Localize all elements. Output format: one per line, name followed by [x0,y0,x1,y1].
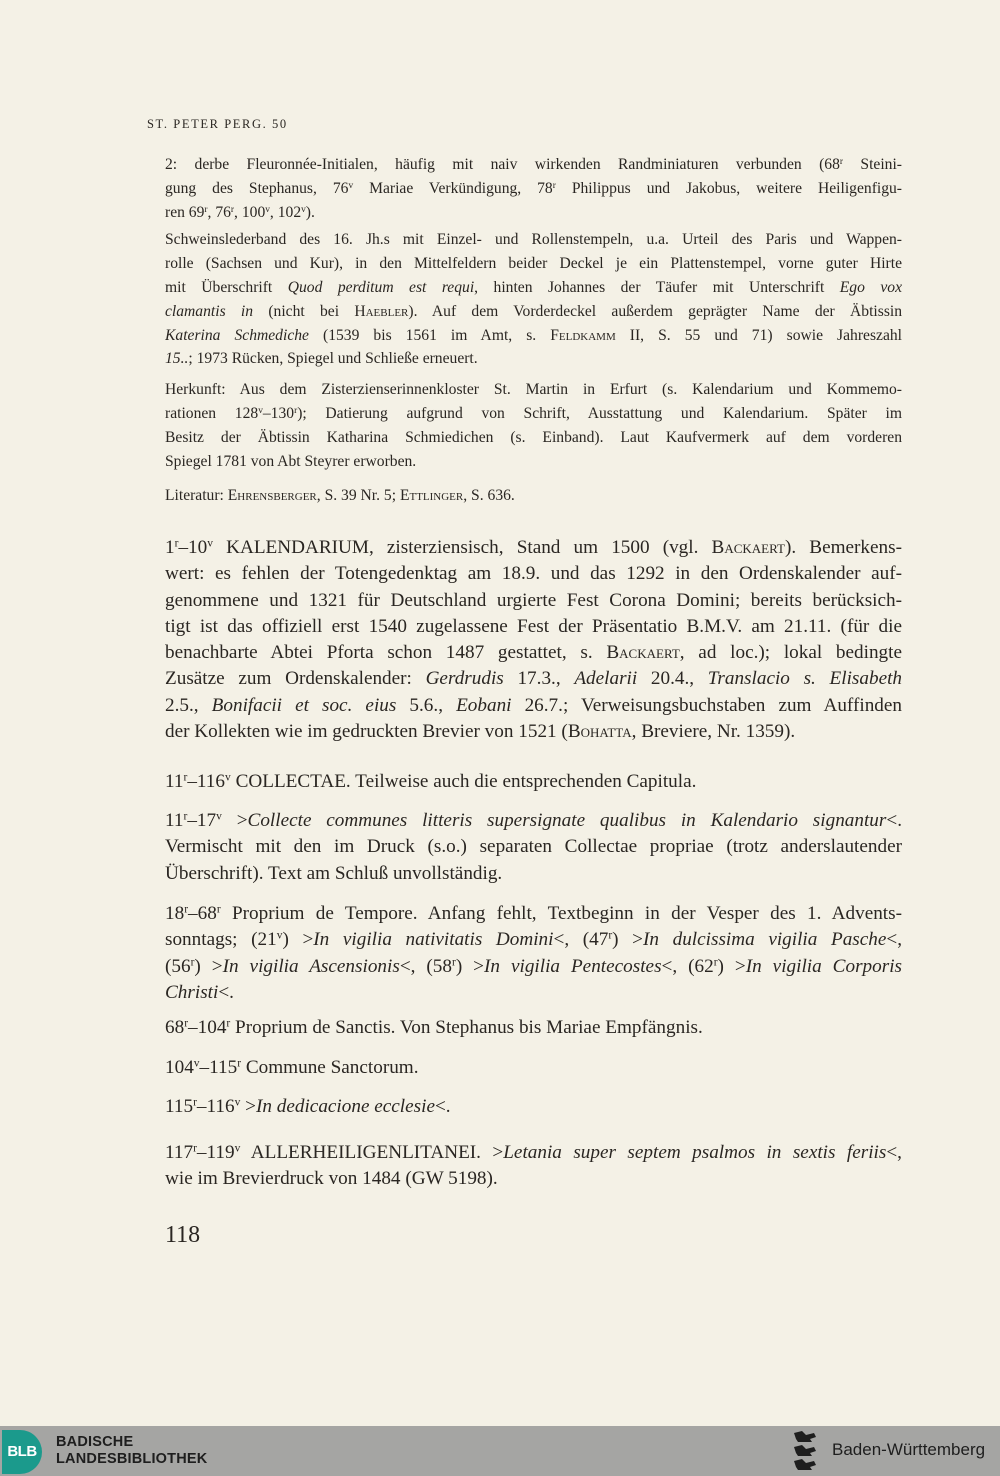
folio-side-superscript: r [608,929,613,942]
text-line [165,1055,902,1081]
text-line [165,300,902,324]
folio-side-superscript: r [839,156,844,167]
text-run: COLLECTAE. Teilweise auch die entsprechenden Capitula. [230,771,697,792]
text-run: benachbarte Abtei Pforta schon 1487 gestattet, s. [165,642,607,664]
italic-text: Katerina Schmediche [165,326,309,344]
text-run: <, [886,929,902,951]
text-run: ); Datierung aufgrund von Schrift, Ausstattung und Kalendarium. Später im [297,404,902,422]
folio-side-superscript: r [193,1096,197,1109]
text-run: wie im Brevierdruck von 1484 (GW 5198). [165,1168,498,1190]
paragraph [165,1015,902,1041]
folio-side-superscript: r [552,180,556,191]
text-run: <. [218,981,234,1003]
text-run: ) > [455,955,485,977]
author-small-caps: Bohatta [567,721,632,743]
text-run: gung des Stephanus, 76 [165,179,349,197]
footer-bar [0,1426,1000,1476]
text-line [165,201,902,225]
text-run: ) > [717,955,746,977]
paragraph [165,378,902,474]
paragraph [165,901,902,1006]
text-run: , hinten Johannes der Täufer mit Unterschrift [474,278,840,296]
text-run: Vermischt mit den im Druck (s.o.) separaten Collectae propriae (trotz anderslautender [165,836,902,858]
text-run: , S. 39 Nr. 5; [316,487,400,504]
text-run: wert: es fehlen der Totengedenktag am 18.9. und das 1292 in den Ordenskalender auf- [165,563,902,585]
paragraph [165,769,902,795]
blb-name [56,1434,207,1468]
folio-side-superscript: r [226,1017,231,1030]
text-run: –115 [199,1057,238,1078]
text-line [165,402,902,426]
italic-text: Eobani [456,694,512,716]
text-run: 17.3., [503,668,575,690]
text-line [165,901,902,927]
text-run: II, S. 55 und 71) sowie Jahreszahl [615,326,902,344]
italic-text: In vigilia Ascensionis [222,955,400,977]
text-run: mit Überschrift [165,278,288,296]
italic-text: Translacio s. Elisabeth [707,668,902,690]
text-run: –104 [188,1017,227,1038]
text-line [165,614,902,640]
text-line [165,640,902,666]
text-run: 20.4., [637,668,708,690]
folio-side-superscript: v [216,810,222,823]
blb-name-line1: BADISCHE [56,1434,134,1450]
italic-text: Christi [165,981,219,1003]
text-run: –10 [178,537,208,558]
text-run: 18 [165,903,185,924]
text-line [165,954,902,980]
text-line [165,347,902,371]
folio-side-superscript: r [294,405,298,416]
text-run: 11 [165,810,184,831]
text-run: –119 [196,1142,235,1163]
paragraph [165,808,902,887]
text-run: <. [886,810,902,831]
text-run: 1 [165,537,175,558]
author-small-caps: Backaert [711,537,785,558]
bw-lions-icon [790,1429,820,1473]
folio-side-superscript: v [348,180,354,191]
text-line [165,177,902,201]
folio-side-superscript: r [216,903,221,916]
text-run: Zusätze zum Ordenskalender: [165,668,426,690]
text-line [165,927,902,953]
text-line [165,535,902,561]
folio-side-superscript: r [174,537,179,550]
blb-logo[interactable]: BLB [2,1430,42,1474]
running-head: ST. PETER PERG. 50 [147,117,288,131]
text-run: 117 [165,1142,194,1163]
folio-side-superscript: r [230,204,235,215]
italic-text: In dulcissima vigilia Pasche [643,929,887,951]
text-line [165,561,902,587]
text-line [165,769,902,795]
text-run: (56 [165,955,191,977]
text-run: –130 [262,404,295,422]
text-run: ). [305,203,315,221]
folio-side-superscript: v [193,1057,200,1070]
text-run: Literatur: [165,487,228,504]
folio-side-superscript: r [204,204,208,215]
text-run: der Kollekten wie im gedruckten Brevier von 1521 ( [165,721,568,743]
paragraph [165,228,902,371]
text-line [165,666,902,692]
text-run: 2.5., [165,694,212,716]
author-small-caps: Ehrensberger [227,487,317,504]
paragraph [165,1094,902,1120]
text-run: ren 69 [165,203,205,221]
author-small-caps: Backaert [606,642,680,664]
text-line [165,450,902,474]
text-run: Commune Sanctorum. [241,1057,419,1078]
folio-side-superscript: v [234,1096,241,1109]
italic-text: Adelarii [574,668,638,690]
text-line [165,588,902,614]
folio-side-superscript: r [184,1017,189,1030]
italic-text: 15.. [165,350,189,368]
text-line [165,324,902,348]
text-run: rolle (Sachsen und Kur), in den Mittelfeldern beider Deckel je ein Plattenstempel, vorne guter Hirte [165,254,902,272]
text-line [165,1140,902,1166]
page-number: 118 [165,1222,201,1248]
folio-side-superscript: r [237,1057,242,1070]
text-line [165,153,902,177]
italic-text: Quod perditum est requi [287,278,475,296]
text-run: Spiegel 1781 von Abt Steyrer erworben. [165,452,417,470]
text-run: <, (47 [553,929,609,951]
text-line [165,276,902,300]
text-run: –116 [196,1096,235,1117]
italic-text: In vigilia nativitatis Domini [313,929,554,951]
text-run: 104 [165,1057,194,1078]
italic-text: Collecte communes litteris supersignate qualibus in Kalendario signantur [247,810,887,831]
text-run: > [221,810,248,831]
text-run: genommene und 1321 für Deutschland urgierte Fest Corona Domini; bereits berücksich- [165,589,902,611]
italic-text: In vigilia Pentecostes [484,955,662,977]
text-run: 5.6., [396,694,457,716]
folio-side-superscript: v [276,929,283,942]
text-run: ; 1973 Rücken, Spiegel und Schließe erneuert. [188,350,478,368]
paragraph [165,1140,902,1193]
text-run: sonntags; (21 [165,929,277,951]
text-run: (nicht bei [253,302,355,320]
text-line [165,378,902,402]
text-line [165,861,902,887]
italic-text: clamantis in [165,302,254,320]
text-run: , 100 [234,203,266,221]
text-run: Besitz der Äbtissin Katharina Schmiedichen (s. Einband). Laut Kaufvermerk auf dem vorderen [165,428,902,446]
folio-side-superscript: v [265,204,270,215]
text-run: rationen 128 [165,404,259,422]
text-run: , ad loc.); lokal bedingte [679,642,902,664]
text-run: 2: derbe Fleuronnée-Initialen, häufig mit naiv wirkenden Randminiaturen verbunden (68 [165,156,840,173]
text-run: <, [886,1142,902,1163]
paragraph [165,153,902,225]
author-small-caps: Feldkamm [550,326,616,344]
italic-text: In dedicacione ecclesie [255,1096,435,1117]
text-line [165,693,902,719]
text-run: Proprium de Tempore. Anfang fehlt, Textbeginn in der Vesper des 1. Advents- [220,903,902,924]
text-run: Schweinslederband des 16. Jh.s mit Einzel- und Rollenstempeln, u.a. Urteil des Paris und Wappen- [165,231,902,248]
text-line [165,228,902,252]
text-run: ). Bemerkens- [784,537,902,558]
paragraph [165,535,902,745]
text-run: 68 [165,1017,185,1038]
italic-text: In vigilia Corporis [745,955,902,977]
text-run: ). Auf dem Vorderdeckel außerdem geprägter Name der Äbtissin [408,302,902,320]
text-line [165,426,902,450]
text-line [165,1166,902,1192]
text-run: <, (58 [399,955,452,977]
text-line [165,1094,902,1120]
text-run: tigt ist das offiziell erst 1540 zugelassene Fest der Präsentatio B.M.V. am 21.11. (für die [165,615,902,637]
italic-text: Gerdrudis [425,668,504,690]
text-run: 26.7.; Verweisungsbuchstaben zum Auffinden [511,694,902,716]
text-run: –17 [187,810,217,831]
folio-side-superscript: v [234,1142,241,1155]
folio-side-superscript: r [193,1142,197,1155]
blb-name-line2: LANDESBIBLIOTHEK [56,1451,208,1467]
folio-side-superscript: v [225,771,231,784]
folio-side-superscript: v [207,537,213,550]
folio-side-superscript: r [713,956,718,969]
text-run: <. [434,1096,451,1117]
text-run: Proprium de Sanctis. Von Stephanus bis Mariae Empfängnis. [230,1017,703,1038]
text-run: Philippus und Jakobus, weitere Heiligenfigu- [555,179,902,197]
text-run: –68 [188,903,217,924]
paragraph [165,1055,902,1081]
text-run: ALLERHEILIGENLITANEI. > [240,1142,504,1163]
text-line [165,719,902,745]
text-run: ) > [282,929,314,951]
text-run: > [240,1096,256,1117]
text-line [165,252,902,276]
text-line [165,808,902,834]
italic-text: Bonifacii et soc. eius [211,694,397,716]
text-run: Herkunft: Aus dem Zisterzienserinnenkloster St. Martin in Erfurt (s. Kalendarium und Kommemo- [165,381,902,398]
paragraph [165,484,902,508]
text-run: ) > [194,955,223,977]
text-run: ) > [612,929,644,951]
folio-side-superscript: r [184,903,189,916]
text-run: Mariae Verkündigung, 78 [353,179,553,197]
text-run: <, (62 [661,955,714,977]
text-run: , 76 [207,203,231,221]
text-run: , 102 [269,203,302,221]
text-run: 11 [165,771,184,792]
text-run: 115 [165,1096,194,1117]
bw-name: Baden-Württemberg [832,1440,986,1459]
folio-side-superscript: v [301,204,306,215]
author-small-caps: Haebler [354,302,409,320]
text-run: , Breviere, Nr. 1359). [631,721,796,743]
text-line [165,1015,902,1041]
text-run: Steini- [843,156,902,173]
text-line [165,980,902,1006]
text-run: , S. 636. [463,487,515,504]
text-run: (1539 bis 1561 im Amt, s. [308,326,551,344]
folio-side-superscript: v [258,405,263,416]
text-run: Überschrift). Text am Schluß unvollständig. [165,862,503,884]
italic-text: Ego vox [839,278,902,296]
text-run: –116 [187,771,225,792]
italic-text: Letania super septem psalmos in sextis feriis [503,1142,887,1163]
folio-side-superscript: r [451,956,456,969]
folio-side-superscript: r [183,810,188,823]
text-line [165,834,902,860]
folio-side-superscript: r [190,956,195,969]
text-line [165,484,902,508]
folio-side-superscript: r [183,771,188,784]
author-small-caps: Ettlinger [399,487,464,504]
text-run: KALENDARIUM, zisterziensisch, Stand um 1500 (vgl. [212,537,712,558]
